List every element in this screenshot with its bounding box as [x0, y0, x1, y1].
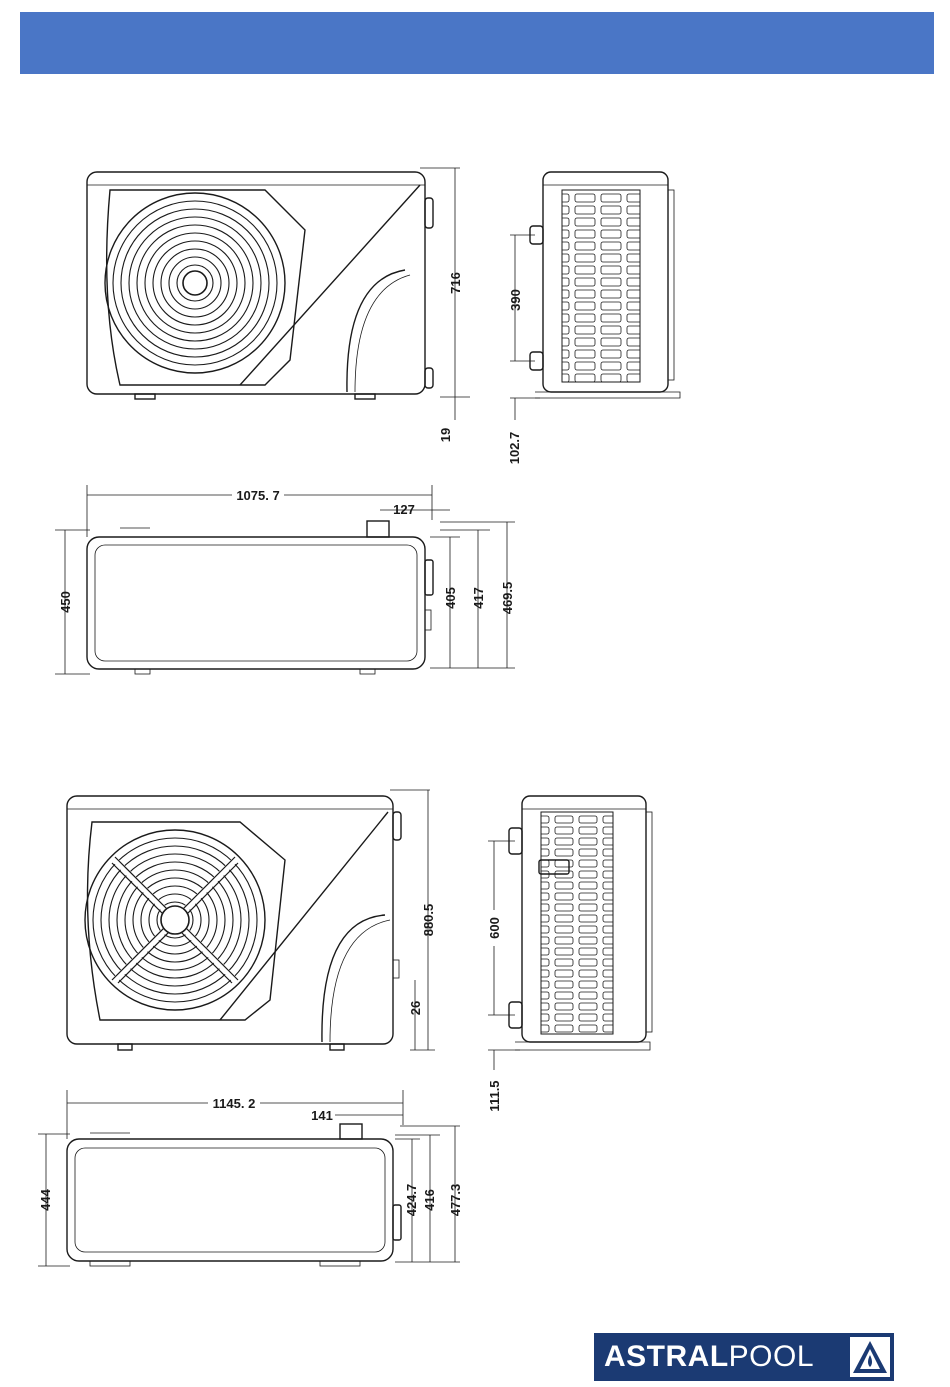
large-side-base-label: 111.5: [487, 1080, 502, 1112]
small-top-view: [87, 521, 433, 674]
large-top-depth-1-label: 416: [422, 1189, 437, 1211]
large-top-depth-label: 444: [38, 1189, 53, 1211]
large-side-view: [509, 796, 652, 1050]
large-side-dimensions: [487, 841, 520, 1112]
logo-text-bold: ASTRAL: [604, 1340, 729, 1373]
large-front-view: [67, 796, 401, 1050]
large-side-spacing-label: 600: [487, 917, 502, 939]
large-top-depth-2-label: 477.3: [448, 1183, 463, 1217]
small-top-width-label: 1075. 7: [236, 488, 280, 503]
logo-text-regular: POOL: [728, 1340, 815, 1373]
large-top-body-depth-label: 424.7: [404, 1183, 419, 1217]
small-top-body-depth-label: 405: [443, 587, 458, 609]
large-front-height-label: 880.5: [421, 903, 436, 937]
astralpool-logo: [594, 1333, 894, 1381]
small-side-view: [530, 172, 680, 398]
small-front-foot-label: 19: [438, 427, 453, 443]
logo-wordmark: [594, 1340, 814, 1374]
small-top-dimensions: [55, 485, 515, 674]
large-top-view: [67, 1124, 401, 1266]
small-front-view: [87, 172, 433, 399]
small-top-connection-label: 127: [393, 502, 415, 517]
small-front-height-label: 716: [448, 272, 463, 294]
large-top-width-label: 1145. 2: [212, 1096, 256, 1111]
small-side-dimensions: [507, 235, 540, 464]
large-front-dimensions: [390, 790, 436, 1050]
large-front-foot-label: 26: [408, 1000, 423, 1016]
small-front-dimensions: [420, 168, 470, 442]
small-top-depth-label: 450: [58, 591, 73, 613]
large-top-connection-label: 141: [311, 1108, 333, 1123]
small-top-depth-2-label: 469.5: [500, 581, 515, 615]
small-top-depth-1-label: 417: [471, 587, 486, 609]
astralpool-triangle-icon: [850, 1337, 890, 1377]
small-side-spacing-label: 390: [508, 289, 523, 311]
small-side-base-label: 102.7: [507, 431, 522, 465]
